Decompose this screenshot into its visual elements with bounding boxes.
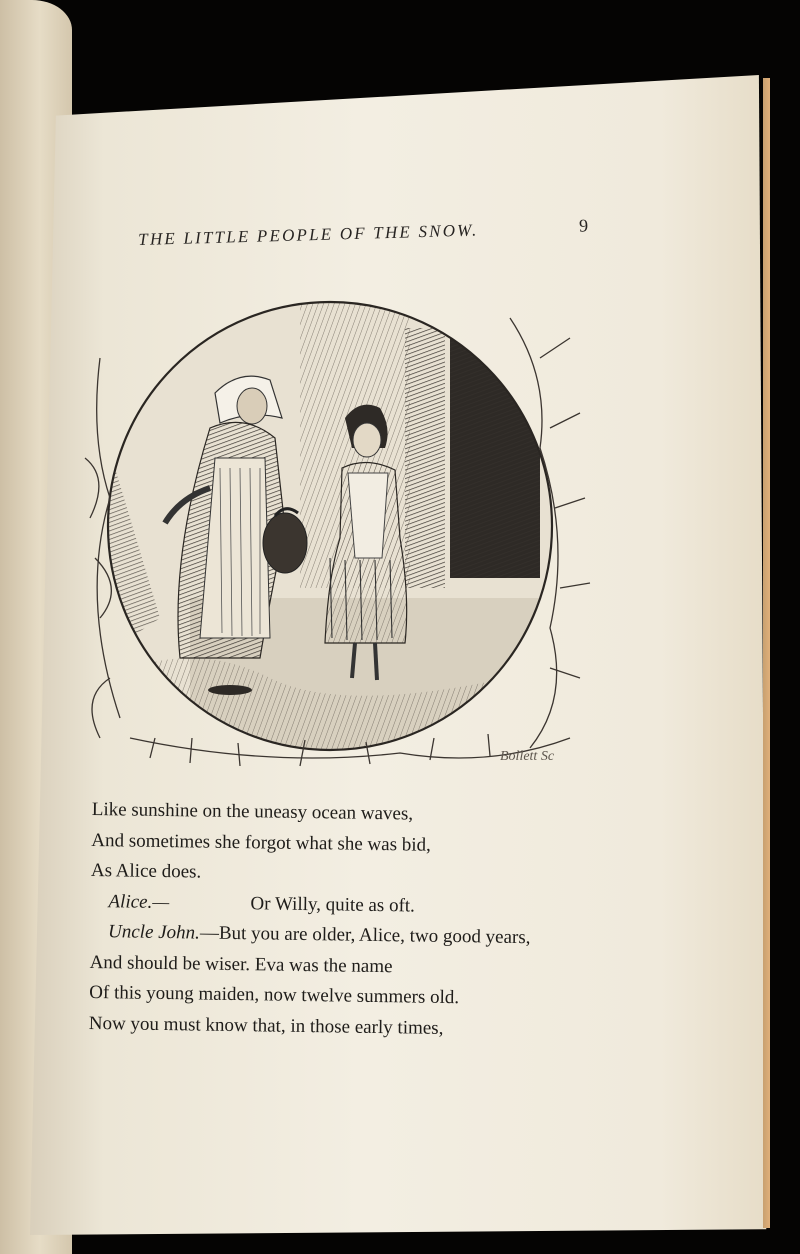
poem-line: As Alice does. xyxy=(90,859,202,883)
door-post xyxy=(405,328,445,588)
uncle-john-dialogue: —But you are older, Alice, two good years, xyxy=(199,922,531,949)
running-title: THE LITTLE PEOPLE OF THE SNOW. xyxy=(138,220,479,249)
speaker-alice: Alice.— xyxy=(108,890,170,913)
page-number: 9 xyxy=(578,215,589,236)
poem-line: And sometimes she forgot what she was bid, xyxy=(91,829,431,856)
speaker-uncle-john: Uncle John. xyxy=(107,921,201,944)
engraver-signature: Bollett Sc xyxy=(500,749,555,764)
poem-line: Now you must know that, in those early times, xyxy=(88,1012,444,1039)
page-fore-edge xyxy=(763,78,770,1228)
scene xyxy=(70,298,600,768)
poem-line: Of this young maiden, now twelve summers old. xyxy=(89,981,460,1009)
engraving-illustration xyxy=(70,298,600,768)
water-jug xyxy=(263,513,307,573)
poem-line: Like sunshine on the uneasy ocean waves, xyxy=(91,798,414,825)
alice-dialogue: Or Willy, quite as oft. xyxy=(250,892,416,917)
poem-text xyxy=(89,795,612,1046)
poem-line: And should be wiser. Eva was the name xyxy=(89,951,393,977)
